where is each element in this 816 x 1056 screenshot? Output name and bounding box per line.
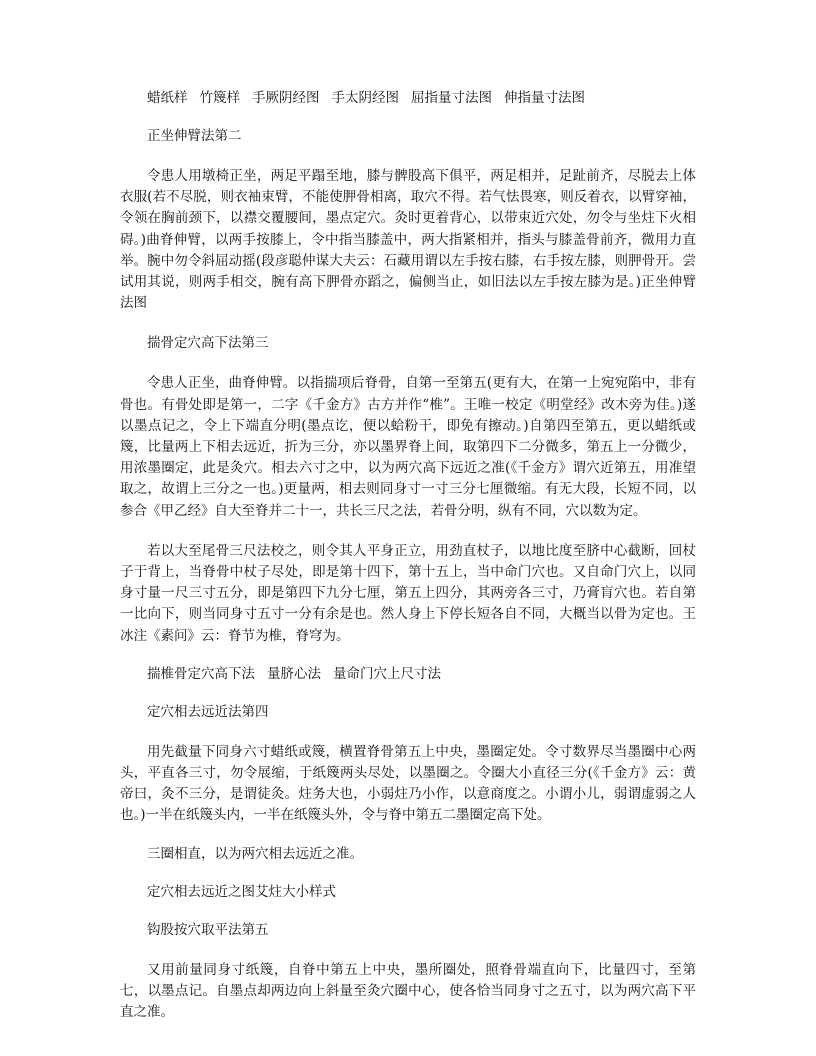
section-heading: 定穴相去远近法第四 xyxy=(147,703,269,720)
section-paragraph: 若以大至尾骨三尺法校之，则令其人平身正立，用劲直杖子，以地比度至脐中心截断，回杖子于背上，当脊骨中杖子尽处，即是第十四下，第十五上，当中命门穴也。又自命门穴上，以同身寸量一尺三寸五分，即是第四下九分七厘，第五上四分，其两旁各三寸，乃膏肓穴也。若自第一比向下，则当同身寸五寸一分有余是也。然人身上下停长短各自不同，大概当以骨为定也。王冰注《素问》云：脊节为椎，脊穹为。 xyxy=(120,542,696,644)
section-paragraph: 令患人用墩椅正坐，两足平蹋至地，膝与髀股高下俱平，两足相并，足趾前齐，尽脱去上体衣服(若不尽脱，则衣袖束臂，不能使胛骨相离，取穴不得。若气怯畏寒，则反着衣，以臂穿袖，令领在胸前颈下，以襟交覆腰间，墨点定穴。灸时更着背心，以带束近穴处，勿令与坐炷下火相碍。)曲脊伸臂，以两手按膝上，令中指当膝盖中，两大指紧相并，指头与膝盖骨前齐，微用力直举。腕中勿令斜屈动摇(段彦聪仲谋大夫云：石藏用谓以左手按右膝，右手按左膝，则胛骨开。尝试用其说，则两手相交，腕有高下胛骨亦蹈之，偏侧当止，如旧法以左手按左膝为是。)正坐伸臂法图 xyxy=(120,168,696,312)
figure-title: 蜡纸样 xyxy=(147,90,188,106)
figure-title: 量脐心法 xyxy=(267,665,321,682)
figure-title: 量命门穴上尺寸法 xyxy=(333,665,441,682)
section-paragraph: 又用前量同身寸纸篾，自脊中第五上中央，墨所圈处，照脊骨端直向下，比量四寸，至第七，以墨点记。自墨点却两边向上斜量至灸穴圈中心，使各恰当同身寸之五寸，以为两穴高下平直之准。 xyxy=(120,961,696,1021)
figure-title: 手厥阴经图 xyxy=(252,90,320,106)
document-page xyxy=(120,88,696,1023)
figure-title-line xyxy=(120,664,696,685)
figure-title: 竹篾样 xyxy=(199,90,240,106)
section-note: 三圈相直，以为两穴相去远近之准。 xyxy=(147,845,363,862)
section-paragraph: 用先截量下同身六寸蜡纸或篾，横置脊骨第五上中央，墨圈定处。令寸数界尽当墨圈中心两头，平直各三寸，勿令展缩，于纸篾两头尽处，以墨圈之。令圈大小直径三分(《千金方》云：黄帝曰，灸不三分，是谓徒灸。炷务大也，小弱炷乃小作，以意商度之。小谓小儿，弱谓虚弱之人也。)一半在纸篾头内，一半在纸篾头外，令与脊中第五二墨圈定高下处。 xyxy=(120,743,696,824)
figure-title-line xyxy=(120,88,696,109)
figure-title: 伸指量寸法图 xyxy=(504,90,585,106)
section-paragraph: 令患人正坐，曲脊伸臂。以指揣项后脊骨，自第一至第五(更有大，在第一上宛宛陷中，非有骨也。有骨处即是第一，二字《千金方》古方并作“椎”。王唯一校定《明堂经》改木旁为佳。)遂以墨点记之，令上下端直分明(墨点讫，便以蛤粉干，即免有擦动。)自第四至第五，更以蜡纸或篾，比量两上下相去远近，折为三分，亦以墨界脊上间，取第四下二分微多，第五上一分微少，用浓墨圈定，此是灸穴。相去六寸之中，以为两穴高下远近之准(《千金方》谓穴近第五，用准望取之，故谓上三分之一也。)更量两，相去则同身寸一寸三分七厘微缩。有无大段，长短不同，以参合《甲乙经》自大至脊并二十一，共长三尺之法，若骨分明，纵有不同，穴以数为定。 xyxy=(120,375,696,519)
figure-title: 揣椎骨定穴高下法 xyxy=(147,665,255,682)
section-heading: 揣骨定穴高下法第三 xyxy=(147,335,269,352)
figure-title: 手太阴经图 xyxy=(331,90,399,106)
section-heading: 正坐伸臂法第二 xyxy=(147,128,242,144)
figure-title: 屈指量寸法图 xyxy=(411,90,492,106)
section-heading: 钩股按穴取平法第五 xyxy=(147,921,269,938)
figure-title: 定穴相去远近之图艾炷大小样式 xyxy=(147,883,336,900)
